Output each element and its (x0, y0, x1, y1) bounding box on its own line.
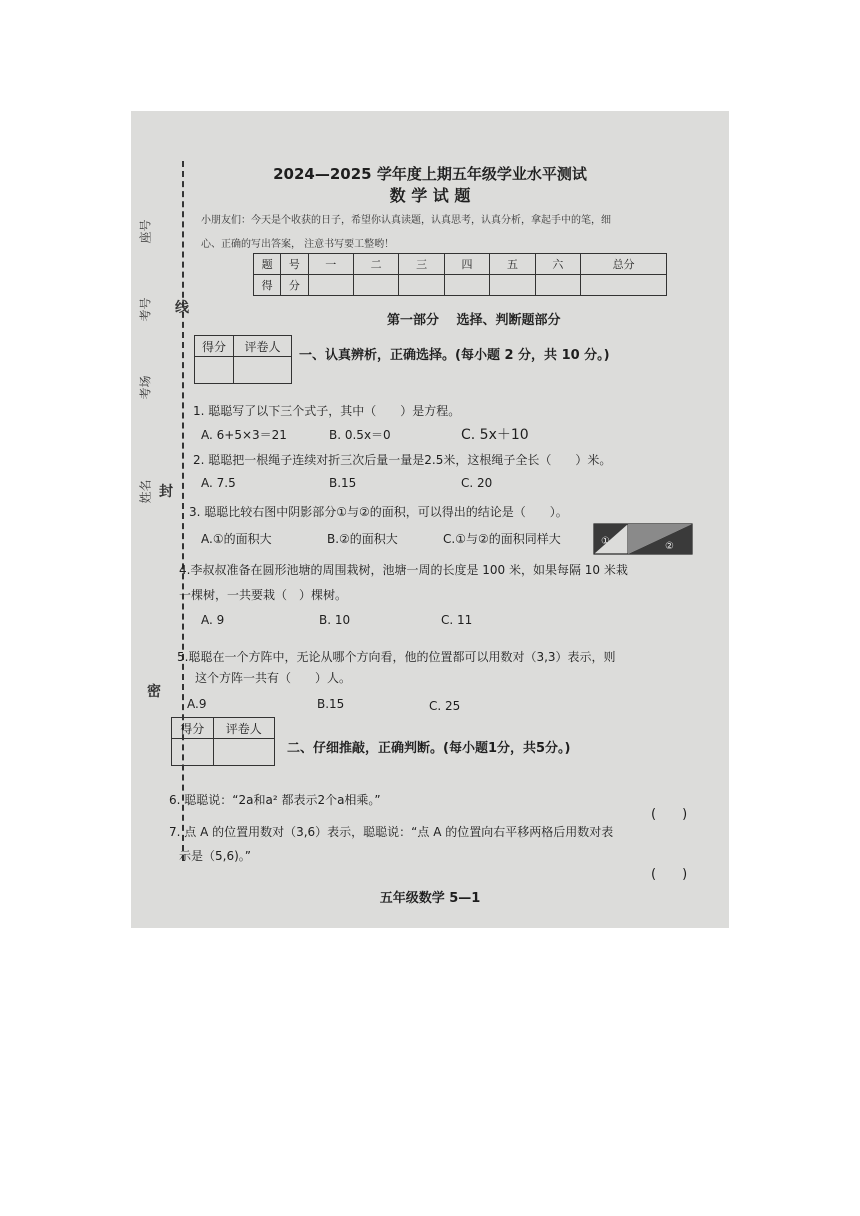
grader-name-blank[interactable] (234, 357, 292, 384)
q1-option-b: B. 0.5x＝0 (329, 428, 391, 442)
section1-heading: 一、认真辨析，正确选择。(每小题 2 分，共 10 分。) (299, 348, 610, 363)
score-cell: 二 (353, 254, 398, 275)
question-7-line-2: 示是（5,6)。” (179, 849, 251, 863)
grader-name-label: 评卷人 (234, 336, 292, 357)
section2-heading: 二、仔细推敲，正确判断。(每小题1分，共5分。) (287, 741, 571, 756)
question-7-line-1: 7. 点 A 的位置用数对（3,6）表示，聪聪说：“点 A 的位置向右平移两格后用数对表 (169, 825, 614, 839)
grader-name-blank[interactable] (213, 739, 274, 766)
figure-label-2: ② (665, 541, 674, 552)
question-2: 2. 聪聪把一根绳子连续对折三次后量一量是2.5米，这根绳子全长（ ）米。 (193, 453, 612, 467)
part1-heading: 第一部分 选择、判断题部分 (387, 313, 561, 328)
q3-option-c: C.①与②的面积同样大 (443, 532, 561, 546)
seal-secret: 密 (147, 684, 161, 700)
name-label: 姓名 (138, 479, 153, 504)
score-cell: 号 (281, 254, 308, 275)
seal-seal: 封 (159, 484, 173, 500)
q7-answer-blank[interactable]: ( ) (651, 867, 688, 882)
q3-option-b: B.②的面积大 (327, 532, 398, 546)
score-blank[interactable] (490, 275, 535, 296)
q5-option-b: B.15 (317, 697, 345, 711)
exam-number-label: 考号 (138, 297, 153, 322)
q2-option-a: A. 7.5 (201, 476, 236, 490)
score-table-score-row (254, 275, 667, 296)
shaded-area-figure (593, 522, 693, 556)
q4-option-b: B. 10 (319, 613, 351, 627)
question-4-line-1: 4.李叔叔准备在圆形池塘的周围栽树，池塘一周的长度是 100 米，如果每隔 10 米栽 (179, 563, 628, 577)
score-cell: 六 (535, 254, 580, 275)
question-5-line-1: 5.聪聪在一个方阵中，无论从哪个方向看，他的位置都可以用数对（3,3）表示，则 (177, 650, 616, 664)
score-blank[interactable] (444, 275, 489, 296)
grader-score-blank[interactable] (172, 739, 214, 766)
grader-score-label: 得分 (195, 336, 234, 357)
score-table-header-row (254, 254, 667, 275)
score-blank[interactable] (399, 275, 444, 296)
q2-option-c: C. 20 (461, 476, 493, 490)
score-cell: 题 (254, 254, 281, 275)
question-6: 6. 聪聪说：“2a和a² 都表示2个a相乘。” (169, 793, 381, 807)
q2-option-b: B.15 (329, 476, 357, 490)
grader-name-label: 评卷人 (213, 718, 274, 739)
exam-subtitle: 数 学 试 题 (389, 186, 471, 205)
q1-option-a: A. 6+5×3＝21 (201, 428, 287, 442)
q5-option-c: C. 25 (429, 699, 461, 713)
q6-answer-blank[interactable]: ( ) (651, 807, 688, 822)
exam-title: 2024—2025 学年度上期五年级学业水平测试 (273, 165, 587, 183)
score-table (253, 253, 667, 296)
score-blank[interactable] (535, 275, 580, 296)
figure-label-1: ① (601, 536, 610, 547)
q1-option-c: C. 5x＋10 (461, 427, 529, 443)
q4-option-a: A. 9 (201, 613, 225, 627)
score-cell: 总分 (581, 254, 667, 275)
question-4-line-2: 一棵树，一共要栽（ ）棵树。 (179, 588, 348, 602)
seal-line: 线 (175, 300, 189, 316)
score-cell: 一 (308, 254, 353, 275)
score-blank[interactable] (581, 275, 667, 296)
question-1: 1. 聪聪写了以下三个式子，其中（ ）是方程。 (193, 404, 461, 418)
seat-number-label: 座号 (138, 219, 153, 244)
q5-option-a: A.9 (187, 697, 207, 711)
grader-score-blank[interactable] (195, 357, 234, 384)
score-cell: 四 (444, 254, 489, 275)
score-blank[interactable] (308, 275, 353, 296)
score-cell: 分 (281, 275, 308, 296)
score-blank[interactable] (353, 275, 398, 296)
q4-option-c: C. 11 (441, 613, 473, 627)
q3-option-a: A.①的面积大 (201, 532, 272, 546)
grader-score-label: 得分 (172, 718, 214, 739)
score-cell: 三 (399, 254, 444, 275)
question-5-line-2: 这个方阵一共有（ ）人。 (195, 671, 352, 685)
intro-line-1: 小朋友们：今天是个收获的日子，希望你认真读题，认真思考，认真分析，拿起手中的笔，细 (201, 215, 611, 226)
intro-line-2: 心、正确的写出答案， 注意书写要工整哟！ (201, 239, 395, 250)
score-cell: 五 (490, 254, 535, 275)
page-footer: 五年级数学 5—1 (379, 891, 481, 906)
score-cell: 得 (254, 275, 281, 296)
question-3: 3. 聪聪比较右图中阴影部分①与②的面积，可以得出的结论是（ ）。 (189, 505, 568, 519)
exam-sheet (131, 111, 729, 928)
grader-box-2 (171, 717, 275, 766)
grader-box-1 (194, 335, 292, 384)
exam-room-label: 考场 (138, 375, 153, 400)
